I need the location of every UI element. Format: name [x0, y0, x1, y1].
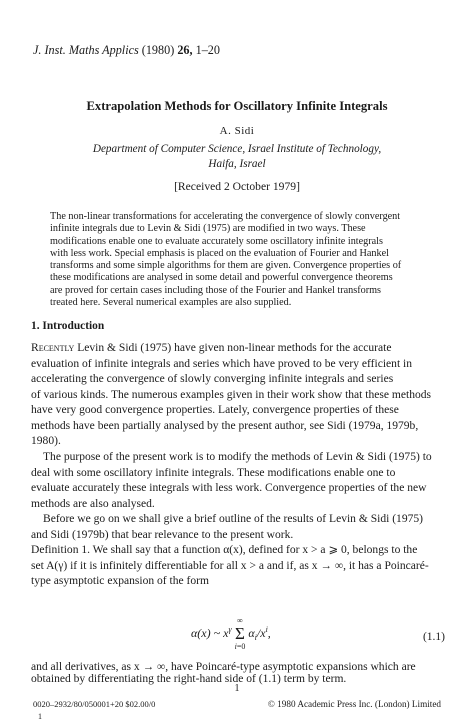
- equation-expression: α(x) ~ $x^\gamma$ ∞ Σ i=0 $\alpha_i/x^i$,: [191, 616, 271, 651]
- body-line: type asymptotic expansion of the form: [31, 575, 209, 587]
- paper-title: Extrapolation Methods for Oscillatory Infinite Integrals: [86, 99, 388, 113]
- journal-pages: 1–20: [195, 43, 220, 57]
- body-line: of various kinds. The numerous examples given in their work show that these methods: [31, 388, 432, 401]
- abstract-line: these modifications are analysed in some detail and powerful convergence theorems: [50, 272, 393, 284]
- abstract-line: are proved for certain cases including those of the Fourier and Hankel transforms: [50, 284, 381, 296]
- intro-paragraph-3: [31, 512, 447, 543]
- section-heading: 1. Introduction: [31, 320, 105, 332]
- affiliation-line: Haifa, Israel: [208, 158, 266, 170]
- intro-paragraph-1: [31, 341, 447, 450]
- journal-header: [33, 43, 220, 58]
- body-line: The purpose of the present work is to modify the methods of Levin & Sidi (1975) to: [43, 451, 432, 463]
- abstract-line: The non-linear transformations for accelerating the convergence of slowly convergent: [50, 211, 401, 222]
- body-line: evaluation of infinite integrals and series which have proved to be very efficient in: [31, 357, 413, 370]
- definition-1: [31, 543, 447, 590]
- article-code: 0020–2932/80/050001+20 $02.00/0: [33, 699, 156, 709]
- journal-year: (1980): [141, 43, 175, 57]
- received-date: [Received 2 October 1979]: [174, 180, 300, 193]
- body-line: 1980).: [31, 435, 61, 447]
- abstract-line: transforms and some simple algorithms for them are given. Convergence properties of: [50, 260, 402, 272]
- affiliation: [0, 142, 474, 172]
- body-line: deal with some oscillatory infinite integrals. These modifications enable one to: [31, 466, 396, 479]
- abstract-line: infinite integrals due to Levin & Sidi (1975) are modified in two ways. These: [50, 223, 366, 235]
- affiliation-line: Department of Computer Science, Israel Institute of Technology,: [92, 143, 382, 155]
- body-line: accelerating the convergence of slowly converging infinite integrals and series: [31, 373, 394, 385]
- abstract-line: with less work. Special emphasis is placed on the evaluation of Fourier and Hankel: [50, 247, 389, 259]
- body-line: methods have been partially analysed by the present author, see Sidi (1979a, 1979b,: [31, 419, 419, 432]
- author-name: A. Sidi: [219, 125, 255, 137]
- dropword: Recently: [31, 342, 75, 354]
- body-line: obtained by differentiating the right-hand side of (1.1) term by term.: [31, 673, 347, 685]
- body-line: Before we go on we shall give a brief outline of the results of Levin & Sidi (1975): [43, 513, 423, 525]
- body-line: set A(γ) if it is infinitely differentiable for all x > a and if, as x → ∞, it has a Poincaré-: [31, 559, 429, 572]
- footer-mark: 1: [38, 712, 42, 721]
- equation-number: (1.1): [422, 631, 445, 643]
- equation-1-1: [31, 613, 447, 655]
- body-line: and Sidi (1979b) that bear relevance to the present work.: [31, 528, 294, 541]
- copyright-notice: © 1980 Academic Press Inc. (London) Limited: [267, 699, 441, 709]
- intro-paragraph-2: [31, 450, 447, 512]
- body-line: and all derivatives, as x → ∞, have Poincaré-type asymptotic expansions which are: [31, 661, 416, 673]
- body-line: evaluate accurately these integrals with less work. Convergence properties of the new: [31, 482, 427, 494]
- page-number: 1: [234, 683, 240, 694]
- abstract-line: modifications enable one to evaluate accurately some oscillatory infinite integrals: [50, 235, 383, 247]
- body-line: have very good convergence properties. Lately, convergence properties of these: [31, 404, 399, 416]
- journal-volume: 26,: [177, 43, 193, 57]
- journal-name: J. Inst. Maths Applics: [33, 43, 139, 57]
- abstract-line: treated here. Several numerical examples are also supplied.: [50, 297, 292, 309]
- body-line: Recently Levin & Sidi (1975) have given non-linear methods for the accurate: [31, 342, 392, 354]
- body-line: Definition 1. We shall say that a function α(x), defined for x > a ⩾ 0, belongs to the: [31, 544, 418, 556]
- abstract: [50, 211, 426, 309]
- body-line: methods are also analysed.: [31, 497, 155, 510]
